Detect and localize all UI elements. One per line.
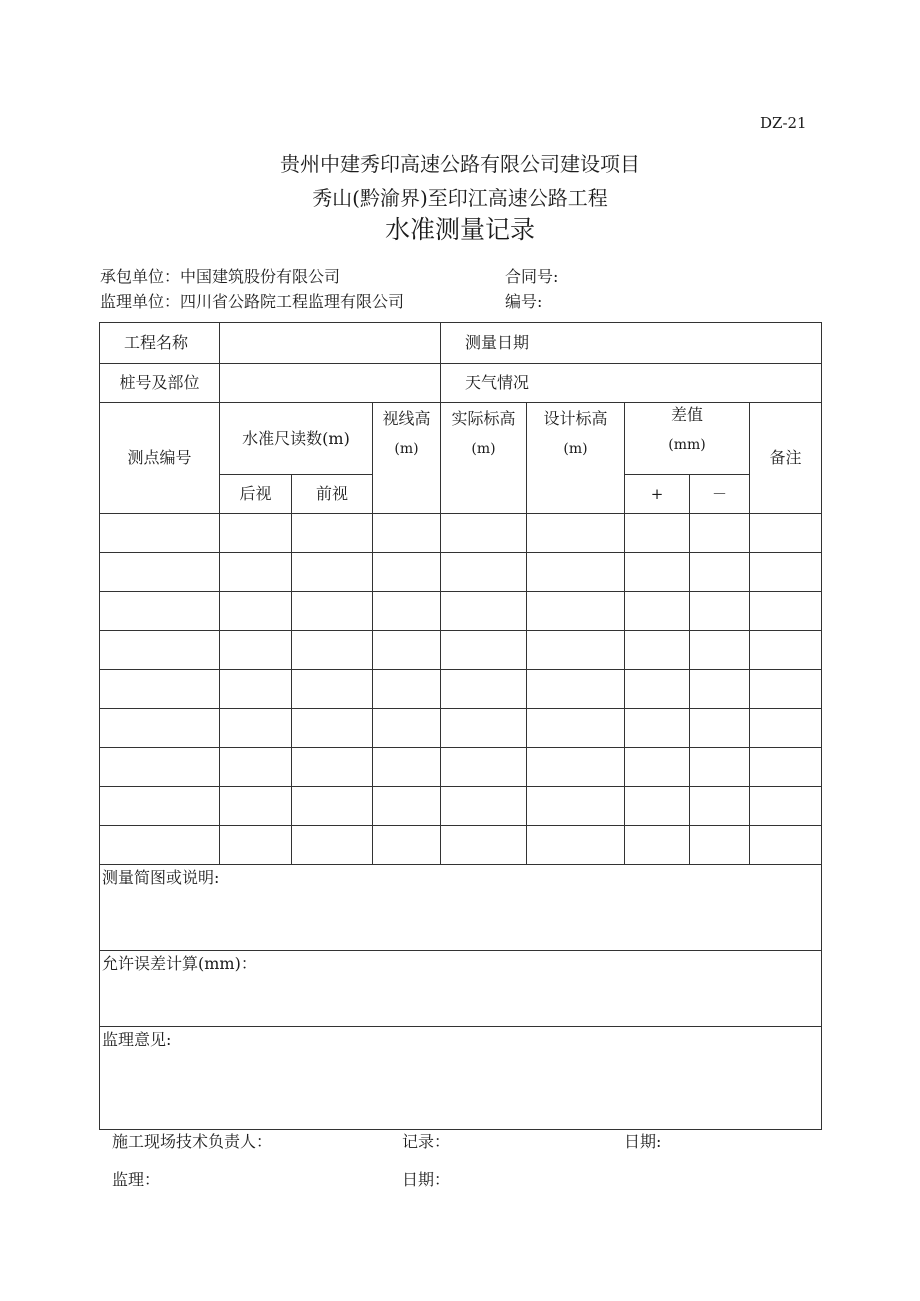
table-cell[interactable] [690,631,750,670]
table-cell[interactable] [292,592,373,631]
table-cell[interactable] [750,592,822,631]
table-cell[interactable] [527,826,625,865]
table-cell[interactable] [690,592,750,631]
record-date: 日期: [624,1132,662,1151]
survey-date-label: 测量日期 [441,323,822,364]
backsight-header: 后视 [220,475,292,514]
page-title: 水准测量记录 [384,215,535,244]
table-cell[interactable] [220,709,292,748]
table-cell[interactable] [292,709,373,748]
table-cell[interactable] [750,748,822,787]
table-cell[interactable] [220,592,292,631]
table-cell[interactable] [750,709,822,748]
table-cell[interactable] [441,748,527,787]
tolerance-calc-label: 允许误差计算(mm)： [102,954,257,973]
plus-header: + [625,475,690,514]
supervision-opinion-field[interactable] [100,1027,822,1130]
remarks-header: 备注 [750,403,822,514]
table-cell[interactable] [690,514,750,553]
table-cell[interactable] [220,787,292,826]
table-cell[interactable] [100,514,220,553]
table-cell[interactable] [527,748,625,787]
table-cell[interactable] [373,787,441,826]
document-code: DZ-21 [760,114,807,132]
minus-header: － [690,475,750,514]
table-cell[interactable] [292,826,373,865]
table-cell[interactable] [292,514,373,553]
serial-no-label: 编号: [505,292,543,311]
table-cell[interactable] [441,787,527,826]
table-cell[interactable] [625,670,690,709]
table-cell[interactable] [750,514,822,553]
foresight-header: 前视 [292,475,373,514]
table-cell[interactable] [220,631,292,670]
tolerance-calc-field[interactable] [100,951,822,1027]
table-cell[interactable] [625,748,690,787]
table-cell[interactable] [292,553,373,592]
table-cell[interactable] [441,592,527,631]
table-cell[interactable] [292,670,373,709]
actual-elev-header: 实际标高 (m) [441,403,527,514]
table-cell[interactable] [220,670,292,709]
table-cell[interactable] [220,748,292,787]
project-name-field[interactable] [220,323,441,364]
table-cell[interactable] [750,670,822,709]
table-cell[interactable] [690,748,750,787]
difference-header: 差值 (mm) [625,403,750,475]
table-cell[interactable] [750,787,822,826]
table-cell[interactable] [292,748,373,787]
table-cell[interactable] [690,709,750,748]
table-cell[interactable] [527,670,625,709]
table-cell[interactable] [441,514,527,553]
table-cell[interactable] [220,826,292,865]
level-survey-table [99,322,822,1130]
table-cell[interactable] [527,631,625,670]
table-row [100,631,822,670]
table-cell[interactable] [750,631,822,670]
title-project: 秀山(黔渝界)至印江高速公路工程 [312,186,608,210]
table-cell[interactable] [441,631,527,670]
table-cell[interactable] [441,826,527,865]
design-elev-header: 设计标高 (m) [527,403,625,514]
table-cell[interactable] [100,670,220,709]
table-cell[interactable] [373,553,441,592]
table-row [100,514,822,553]
table-cell[interactable] [690,826,750,865]
sketch-note-field[interactable] [100,865,822,951]
table-row [100,748,822,787]
site-tech-lead-signature: 施工现场技术负责人： [112,1132,273,1151]
table-cell[interactable] [220,514,292,553]
station-label: 桩号及部位 [100,364,220,403]
supervisor-signature: 监理： [112,1170,161,1189]
table-row [100,553,822,592]
table-cell[interactable] [625,826,690,865]
table-cell[interactable] [441,553,527,592]
contractor-label: 承包单位：中国建筑股份有限公司 [100,267,341,286]
table-cell[interactable] [527,787,625,826]
table-cell[interactable] [690,670,750,709]
title-company: 贵州中建秀印高速公路有限公司建设项目 [280,152,640,176]
table-row [100,670,822,709]
weather-label: 天气情况 [441,364,822,403]
project-name-label: 工程名称 [100,323,220,364]
table-row [100,826,822,865]
table-cell[interactable] [100,826,220,865]
sketch-note-label: 测量简图或说明: [102,868,220,887]
table-cell[interactable] [292,787,373,826]
table-cell[interactable] [373,709,441,748]
supervisor-date: 日期： [402,1170,451,1189]
table-cell[interactable] [441,709,527,748]
table-cell[interactable] [527,709,625,748]
contract-no-label: 合同号: [505,267,559,286]
table-row [100,787,822,826]
table-cell[interactable] [625,592,690,631]
table-cell[interactable] [625,631,690,670]
table-cell[interactable] [690,787,750,826]
table-cell[interactable] [292,631,373,670]
table-cell[interactable] [527,514,625,553]
table-cell[interactable] [625,514,690,553]
table-cell[interactable] [100,748,220,787]
supervisor-unit-label: 监理单位：四川省公路院工程监理有限公司 [100,292,405,311]
staff-reading-header: 水准尺读数(m) [220,403,373,475]
supervision-opinion-label: 监理意见: [102,1030,172,1049]
table-cell[interactable] [527,592,625,631]
table-cell[interactable] [527,553,625,592]
recorder-signature: 记录： [402,1132,451,1151]
table-cell[interactable] [750,826,822,865]
sight-height-header: 视线高 (m) [373,403,441,514]
point-no-header: 测点编号 [100,403,220,514]
table-cell[interactable] [441,670,527,709]
table-cell[interactable] [373,748,441,787]
table-cell[interactable] [750,553,822,592]
table-cell[interactable] [373,592,441,631]
table-cell[interactable] [690,553,750,592]
table-cell[interactable] [373,514,441,553]
table-cell[interactable] [625,553,690,592]
table-cell[interactable] [373,670,441,709]
table-cell[interactable] [625,787,690,826]
table-cell[interactable] [100,787,220,826]
table-cell[interactable] [100,709,220,748]
table-cell[interactable] [100,553,220,592]
table-row [100,592,822,631]
table-row [100,709,822,748]
table-cell[interactable] [373,631,441,670]
table-cell[interactable] [220,553,292,592]
table-cell[interactable] [100,592,220,631]
station-field[interactable] [220,364,441,403]
table-cell[interactable] [625,709,690,748]
table-cell[interactable] [373,826,441,865]
table-cell[interactable] [100,631,220,670]
